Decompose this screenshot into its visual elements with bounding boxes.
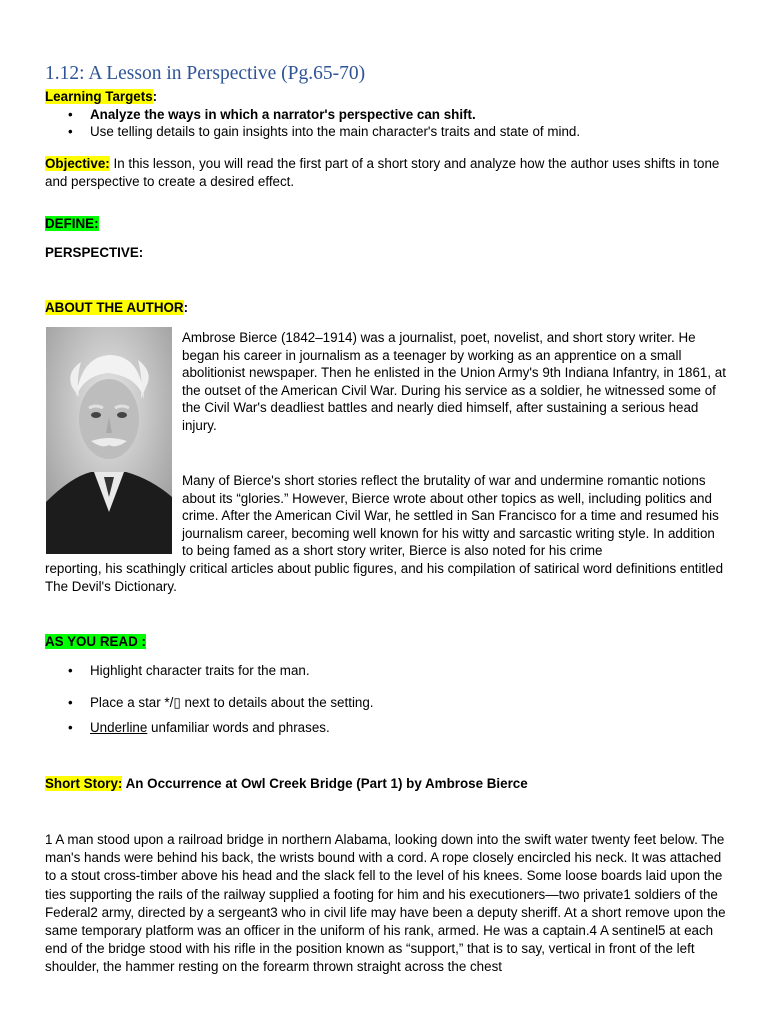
- learning-targets-label: Learning Targets: [45, 89, 153, 104]
- author-bio-paragraph-2-continued: reporting, his scathingly critical articles about public figures, and his compilation of satirical word definitions entitled The Devil's Dictionary.: [45, 561, 724, 594]
- list-item: • Highlight character traits for the man.: [45, 662, 728, 680]
- list-item: • Place a star */▯ next to details about the setting.: [45, 694, 728, 712]
- learning-target-item: • Use telling details to gain insights into the main character's traits and state of mind.: [45, 123, 728, 141]
- short-story-heading: Short Story: An Occurrence at Owl Creek Bridge (Part 1) by Ambrose Bierce: [45, 776, 528, 791]
- as-you-read-heading: AS YOU READ :: [45, 634, 146, 649]
- perspective-term: PERSPECTIVE:: [45, 245, 144, 260]
- author-bio-paragraph-1: Ambrose Bierce (1842–1914) was a journalist, poet, novelist, and short story writer. He began his career in journalism as a teenager by working as an apprentice on a small abolitionist newspaper. Then he enlisted in the Union Army's 9th Indiana Infantry, in 1861, at the outset of the American Civil War. During his service as a soldier, he witnessed some of the Civil War's deadliest battles and nearly died himself, after sustaining a serious head injury.: [182, 330, 726, 433]
- objective-section: [45, 155, 728, 190]
- author-bio-paragraph-2: Many of Bierce's short stories reflect the brutality of war and undermine romantic notions about its “glories.” However, Bierce wrote about other topics as well, including politics and crime. After the American Civil War, he settled in San Francisco for a time and resumed his journalism career, becoming well known for his witty and sarcastic writing style. In addition to being famed as a short story writer, Bierce is also noted for his crime: [182, 473, 719, 559]
- author-portrait-image: [46, 327, 172, 554]
- story-text: 1 A man stood upon a railroad bridge in northern Alabama, looking down into the swift water twenty feet below. The man's hands were behind his back, the wrists bound with a cord. A rope closely encircled his neck. It was attached to a stout cross-timber above his head and the slack fell to the level of his knees. Some loose boards laid upon the ties supporting the rails of the railway supplied a footing for him and his executioners—two private1 soldiers of the Federal2 army, directed by a sergeant3 who in civil life may have been a deputy sheriff. At a short remove upon the same temporary platform was an officer in the uniform of his rank, armed. He was a captain.4 A sentinel5 at each end of the bridge stood with his rifle in the position known as “support,” that is to say, vertical in front of the left shoulder, the hammer resting on the forearm thrown straight across the chest: [45, 832, 726, 975]
- as-you-read-list: [45, 662, 728, 737]
- about-author-heading: ABOUT THE AUTHOR:: [45, 300, 189, 315]
- define-section: [45, 215, 728, 233]
- objective-label: Objective:: [45, 156, 110, 171]
- learning-targets-section: Learning Targets: • Analyze the ways in which a narrator's perspective can shift. • Use telling details to gain insights into the main character's traits and state of mind.: [45, 88, 728, 141]
- lesson-title: 1.12: A Lesson in Perspective (Pg.65-70): [45, 63, 366, 84]
- list-item: • Underline unfamiliar words and phrases.: [45, 719, 728, 737]
- learning-target-item: • Analyze the ways in which a narrator's perspective can shift.: [45, 106, 728, 124]
- objective-text: In this lesson, you will read the first part of a short story and analyze how the author uses shifts in tone and perspective to create a desired effect.: [45, 156, 720, 189]
- define-label: DEFINE:: [45, 216, 99, 231]
